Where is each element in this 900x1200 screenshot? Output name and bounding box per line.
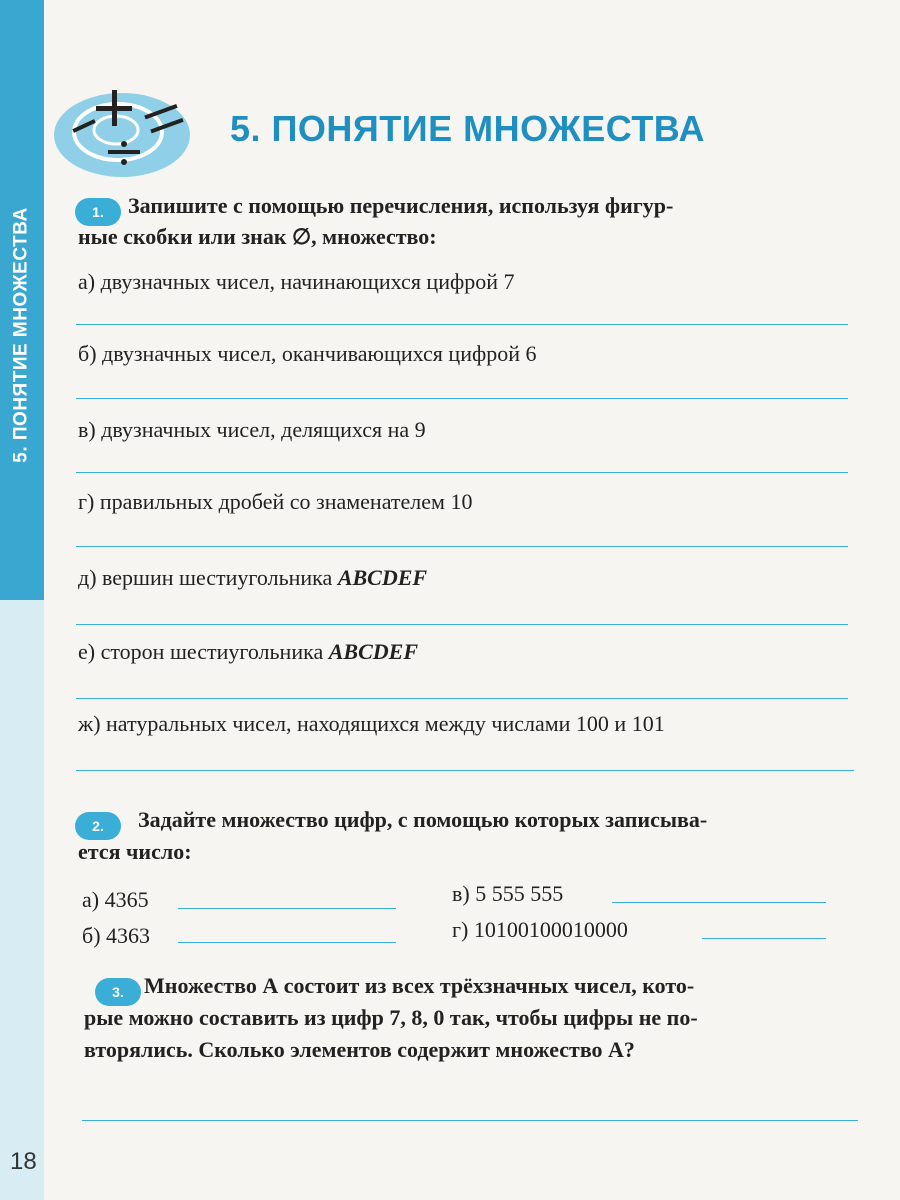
answer-line-3[interactable] (82, 1120, 858, 1121)
answer-line-1v[interactable] (76, 472, 848, 473)
task-1-item-d-text: д) вершин шестиугольника (78, 565, 338, 590)
task-1-item-a: а) двузначных чисел, начинающихся цифрой 7 (78, 269, 515, 294)
task-1-item-e (78, 636, 418, 668)
answer-line-1a[interactable] (76, 324, 848, 325)
task-2-item-a: а) 4365 (82, 887, 149, 912)
answer-line-1b[interactable] (76, 398, 848, 399)
task-2-item-b: б) 4363 (82, 923, 151, 948)
answer-line-1d[interactable] (76, 624, 848, 625)
page-number: 18 (10, 1148, 37, 1175)
task-2-item-g: г) 10100100010000 (452, 917, 628, 942)
page-title: 5. ПОНЯТИЕ МНОЖЕСТВА (230, 108, 706, 149)
task-1-text-line2: ные скобки или знак ∅, множество: (78, 224, 437, 249)
task-1-item-e-text: е) сторон шестиугольника (78, 639, 329, 664)
task-2-badge: 2. (75, 812, 121, 840)
task-1-item-zh: ж) натуральных чисел, находящихся между числами 100 и 101 (78, 711, 665, 736)
task-3-text-line3: вторялись. Сколько элементов содержит множество А? (84, 1037, 635, 1062)
answer-line-1g[interactable] (76, 546, 848, 547)
task-3-badge: 3. (95, 978, 141, 1006)
answer-line-2g[interactable] (702, 938, 826, 939)
math-symbols-icon (52, 80, 202, 180)
task-2-item-v: в) 5 555 555 (452, 881, 564, 906)
task-1-item-b: б) двузначных чисел, оканчивающихся цифрой 6 (78, 341, 537, 366)
task-1-item-d (78, 562, 427, 594)
task-1-item-e-label: ABCDEF (328, 639, 418, 664)
side-section-label: 5. ПОНЯТИЕ МНОЖЕСТВА (11, 207, 32, 463)
answer-line-1e[interactable] (76, 698, 848, 699)
answer-line-1zh[interactable] (76, 770, 854, 771)
task-2-text-line1: Задайте множество цифр, с помощью которых записыва- (138, 807, 708, 832)
answer-line-2v[interactable] (612, 902, 826, 903)
task-1-item-d-label: ABCDEF (337, 565, 428, 590)
task-2-text-line2: ется число: (78, 839, 192, 864)
task-1-item-g: г) правильных дробей со знаменателем 10 (78, 489, 473, 514)
task-3-text-line1: Множество А состоит из всех трёхзначных чисел, кото- (144, 973, 695, 998)
task-1-text-line1: Запишите с помощью перечисления, используя фигур- (128, 193, 674, 218)
task-1-item-v: в) двузначных чисел, делящихся на 9 (78, 417, 426, 442)
task-3-text-line2: рые можно составить из цифр 7, 8, 0 так, чтобы цифры не по- (84, 1005, 698, 1030)
answer-line-2a[interactable] (178, 908, 396, 909)
task-1-badge: 1. (75, 198, 121, 226)
answer-line-2b[interactable] (178, 942, 396, 943)
